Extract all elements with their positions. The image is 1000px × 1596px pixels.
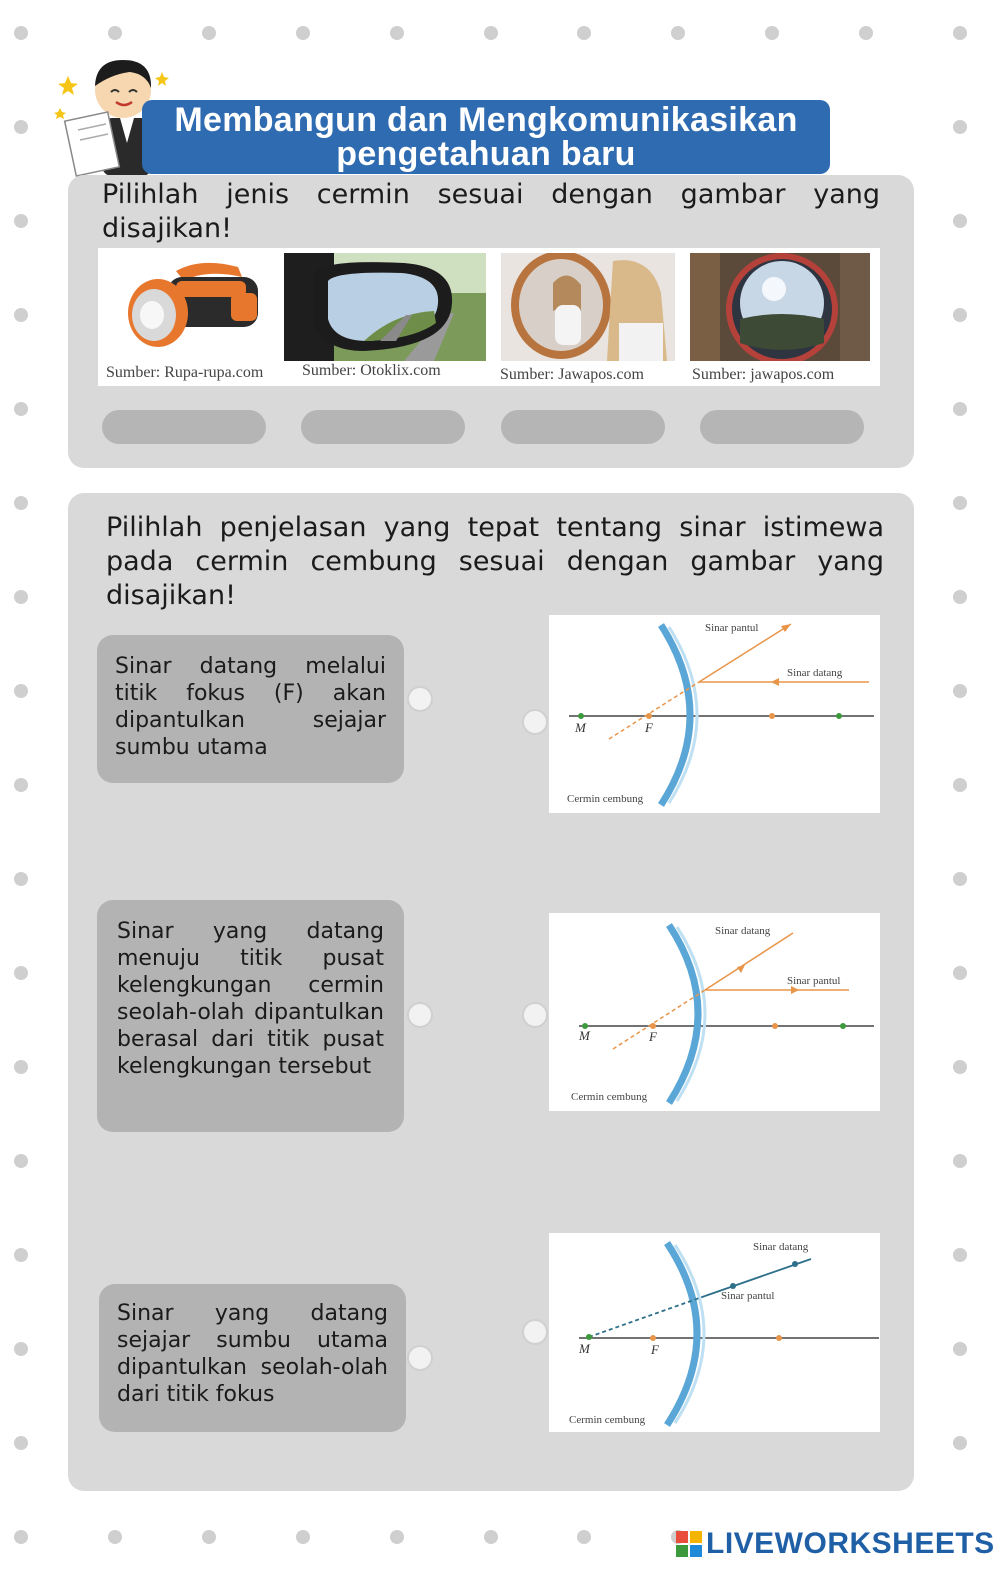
decor-dot (953, 778, 967, 792)
decor-dot (14, 1060, 28, 1074)
decor-dot (765, 26, 779, 40)
diagram1-label-f: F (645, 720, 653, 735)
diagram2-label-m: M (579, 1028, 590, 1043)
decor-dot (671, 26, 685, 40)
decor-dot (953, 496, 967, 510)
decor-dot (953, 966, 967, 980)
vanity-mirror-icon (501, 253, 675, 361)
decor-dot (953, 872, 967, 886)
decor-dot (296, 1530, 310, 1544)
decor-dot (577, 26, 591, 40)
decor-dot (953, 308, 967, 322)
decor-dot (14, 1248, 28, 1262)
decor-dot (953, 402, 967, 416)
section1-instruction: Pilihlah jenis cermin sesuai dengan gambar yang disajikan! (102, 179, 880, 244)
convex-mirror-diagram-2 (549, 913, 880, 1111)
liveworksheets-logo-icon (676, 1531, 702, 1557)
decor-dot (14, 1436, 28, 1450)
convex-mirror-diagram-1 (549, 615, 880, 813)
decor-dot (202, 1530, 216, 1544)
decor-dot (14, 1342, 28, 1356)
flashlight-icon (106, 253, 276, 361)
decor-dot (14, 778, 28, 792)
diagram3-label-top: Sinar datang (753, 1241, 809, 1253)
diagram1-label-m: M (575, 720, 586, 735)
diagram2-label-mid: Sinar pantul (787, 975, 841, 987)
decor-dot (108, 26, 122, 40)
decor-dot (953, 1436, 967, 1450)
diagram-connector-3[interactable] (522, 1319, 548, 1345)
decor-dot (14, 214, 28, 228)
car-mirror-icon (284, 253, 486, 361)
decor-dot (14, 402, 28, 416)
liveworksheets-logo-text: LIVEWORKSHEETS (706, 1527, 995, 1560)
diagram3-label-f: F (651, 1342, 659, 1357)
statement-connector-3[interactable] (407, 1345, 433, 1371)
answer-slot-2[interactable] (301, 410, 465, 444)
decor-dot (577, 1530, 591, 1544)
decor-dot (953, 1060, 967, 1074)
decor-dot (14, 1154, 28, 1168)
decor-dot (859, 26, 873, 40)
page-title (142, 100, 830, 174)
caption-2: Sumber: Otoklix.com (302, 362, 441, 379)
diagram-connector-2[interactable] (522, 1002, 548, 1028)
decor-dot (296, 26, 310, 40)
decor-dot (953, 1154, 967, 1168)
decor-dot (953, 120, 967, 134)
section2-instruction: Pilihlah penjelasan yang tepat tentang sinar istimewa pada cermin cembung sesuai dengan gambar yang disajikan! (106, 512, 884, 611)
decor-dot (484, 1530, 498, 1544)
diagram3-label-mirror: Cermin cembung (569, 1414, 646, 1426)
decor-dot (953, 1342, 967, 1356)
convex-mirror-diagram-3 (549, 1233, 880, 1432)
diagram-connector-1[interactable] (522, 709, 548, 735)
decor-dot (14, 966, 28, 980)
decor-dot (390, 26, 404, 40)
decor-dot (14, 590, 28, 604)
diagram2-label-top: Sinar datang (715, 925, 771, 937)
caption-4: Sumber: jawapos.com (692, 366, 835, 383)
liveworksheets-logo (676, 1524, 995, 1564)
decor-dot (953, 684, 967, 698)
statement-card-1[interactable]: Sinar datang melalui titik fokus (F) akan dipantulkan sejajar sumbu utama (97, 635, 404, 783)
statement-card-3[interactable]: Sinar yang datang sejajar sumbu utama dipantulkan seolah-olah dari titik fokus (99, 1284, 406, 1432)
decor-dot (108, 1530, 122, 1544)
decor-dot (484, 26, 498, 40)
statement-connector-2[interactable] (407, 1002, 433, 1028)
decor-dot (14, 308, 28, 322)
title-line-1: Membangun dan Mengkomunikasikan (174, 101, 798, 139)
caption-3: Sumber: Jawapos.com (500, 366, 644, 383)
answer-slot-4[interactable] (700, 410, 864, 444)
diagram2-label-mirror: Cermin cembung (571, 1091, 648, 1103)
diagram1-label-mid: Sinar datang (787, 667, 843, 679)
diagram2-label-f: F (649, 1029, 657, 1044)
decor-dot (953, 26, 967, 40)
decor-dot (390, 1530, 404, 1544)
decor-dot (953, 214, 967, 228)
decor-dot (14, 120, 28, 134)
decor-dot (14, 684, 28, 698)
answer-slot-1[interactable] (102, 410, 266, 444)
caption-1: Sumber: Rupa-rupa.com (106, 364, 264, 381)
diagram3-label-m: M (579, 1341, 590, 1356)
photo-strip (98, 248, 880, 386)
decor-dot (14, 872, 28, 886)
title-line-2: pengetahuan baru (336, 135, 636, 173)
diagram1-label-mirror: Cermin cembung (567, 793, 644, 805)
decor-dot (14, 26, 28, 40)
diagram1-label-top: Sinar pantul (705, 622, 759, 634)
convex-road-mirror-icon (690, 253, 870, 361)
diagram3-label-mid: Sinar pantul (721, 1290, 775, 1302)
decor-dot (14, 1530, 28, 1544)
statement-card-2[interactable]: Sinar yang datang menuju titik pusat kelengkungan cermin seolah-olah dipantulkan berasal dari titik pusat kelengkungan tersebut (97, 900, 404, 1132)
decor-dot (953, 590, 967, 604)
decor-dot (953, 1248, 967, 1262)
decor-dot (202, 26, 216, 40)
statement-connector-1[interactable] (407, 686, 433, 712)
answer-slot-3[interactable] (501, 410, 665, 444)
decor-dot (14, 496, 28, 510)
